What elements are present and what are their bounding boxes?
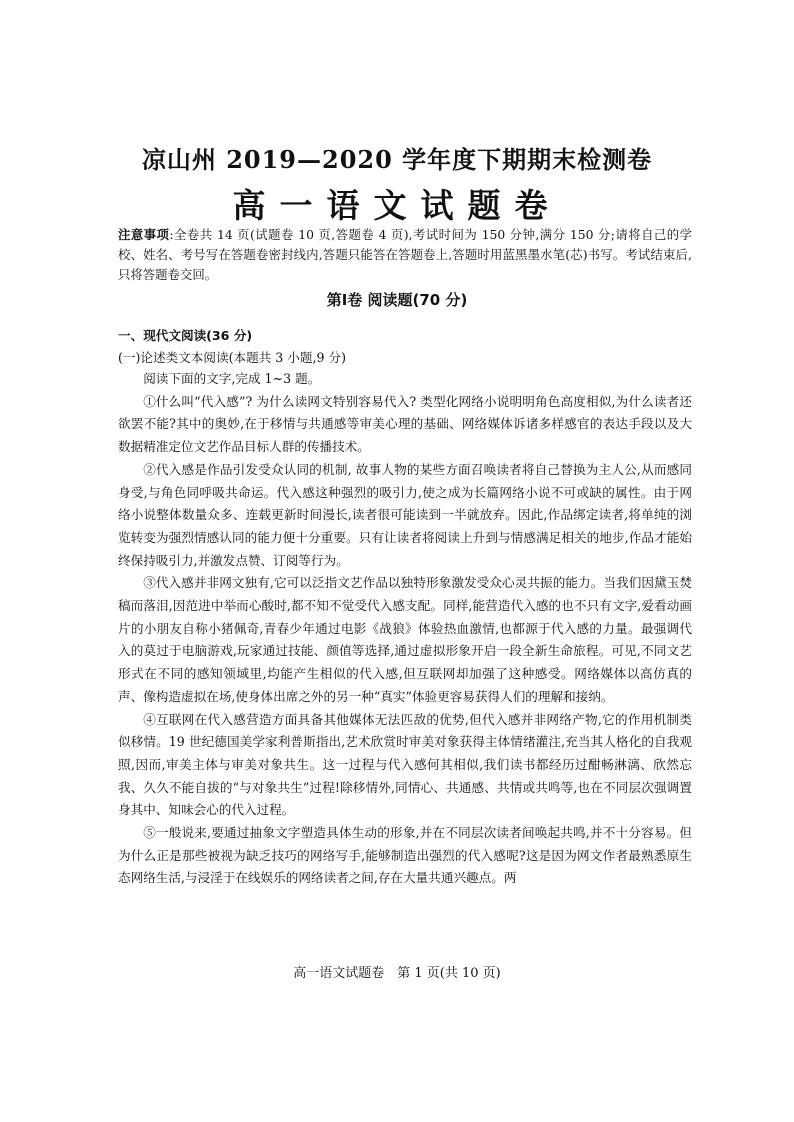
passage-body <box>118 368 692 890</box>
notice-label: 注意事项 <box>118 227 170 242</box>
section-heading: 第Ⅰ卷 阅读题(70 分) <box>326 291 468 309</box>
page-footer: 高一语文试题卷 第 1 页(共 10 页) <box>293 966 501 981</box>
instruction-line: 阅读下面的文字,完成 1~3 题。 <box>143 371 321 386</box>
exam-subject-title: 高一语文试题卷 <box>232 186 562 225</box>
paragraph-3: ③代入感并非网文独有,它可以泛指文艺作品以独特形象激发受众心灵共振的能力。当我们因黛玉焚稿而落泪,因范进中举而心酸时,都不知不觉受代入感支配。同样,能营造代入感的也不只有文字,爱看动画片的小朋友自称小猪佩奇,青春少年通过电影《战狼》体验热血激情,也都源于代入感的力量。最强调代入的莫过于电脑游戏,玩家通过技能、颜值等选择,通过虚拟形象开启一段全新生命旅程。可见,不同文艺形式在不同的感知领域里,均能产生相似的代入感,但互联网却加强了这种感受。网络媒体以高仿真的声、像构造虚拟在场,使身体出席之外的另一种“真实”体验更容易获得人们的理解和接纳。 <box>118 575 692 704</box>
paragraph-2: ②代入感是作品引发受众认同的机制, 故事人物的某些方面召唤读者将自己替换为主人公,从而感同身受,与角色同呼吸共命运。代入感这种强烈的吸引力,使之成为长篇网络小说不可或缺的属性。由于网络小说整体数量众多、连载更新时间漫长,读者很可能读到一半就放弃。因此,作品绑定读者,将单纯的浏览转变为强烈情感认同的能力便十分重要。只有让读者将阅读上升到与情感满足相关的地步,作品才能始终保持吸引力,并激发点赞、订阅等行为。 <box>118 461 692 568</box>
exam-title: 凉山州 2019—2020 学年度下期期末检测卷 <box>141 145 653 174</box>
paragraph-1: ①什么叫“代入感”? 为什么读网文特别容易代入? 类型化网络小说明明角色高度相似,为什么读者还欲罢不能?其中的奥妙,在于移情与共通感等审美心理的基础、网络媒体诉诸多样感官的表达手段以及大数据精准定位文艺作品目标人群的传播技术。 <box>118 393 692 455</box>
notice-block <box>118 225 692 285</box>
part-heading: 一、现代文阅读(36 分) <box>118 328 253 343</box>
sub-heading: (一)论述类文本阅读(本题共 3 小题,9 分) <box>118 350 347 365</box>
paragraph-5: ⑤一般说来,要通过抽象文字塑造具体生动的形象,并在不同层次读者间唤起共鸣,并不十分容易。但为什么正是那些被视为缺乏技巧的网络写手,能够制造出强烈的代入感呢?这是因为网文作者最熟悉原生态网络生活,与浸淫于在线娱乐的网络读者之间,存在大量共通兴趣点。两 <box>118 825 692 886</box>
paragraph-4: ④互联网在代入感营造方面具备其他媒体无法匹敌的优势,但代入感并非网络产物,它的作用机制类似移情。19 世纪德国美学家利普斯指出,艺术欣赏时审美对象获得主体情绪灌注,充当其人格化的自我观照,因而,审美主体与审美对象共生。这一过程与代入感何其相似,我们读书都经历过酣畅淋漓、欣然忘我、久久不能自拔的“与对象共生”过程!除移情外,同情心、共通感、共情或共鸣等,也在不同层次强调置身其中、知味会心的代入过程。 <box>118 711 692 818</box>
notice-text: :全卷共 14 页(试题卷 10 页,答题卷 4 页),考试时间为 150 分钟,满分 150 分;请将自己的学校、姓名、考号写在答题卷密封线内,答题只能答在答题卷上,答题时用蓝黑墨水笔(芯)书写。考试结束后,只将答题卷交回。 <box>118 227 693 282</box>
